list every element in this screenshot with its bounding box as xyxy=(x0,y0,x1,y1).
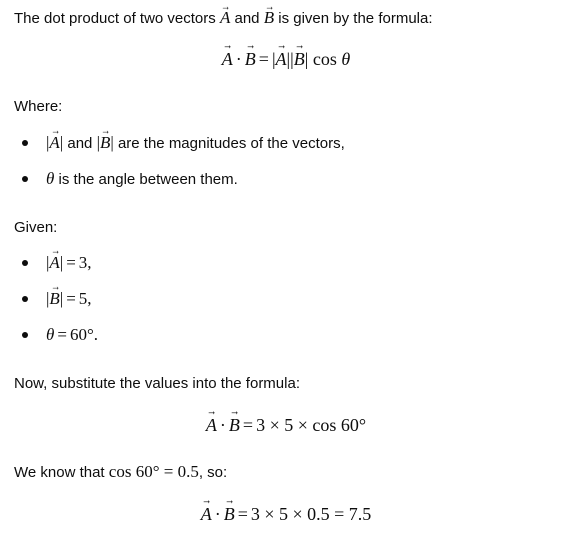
result-expression: 3 × 5 × 0.5 = 7.5 xyxy=(250,504,372,524)
cosine-fact-text-1: We know that xyxy=(14,464,109,481)
equals-sign: = xyxy=(258,49,269,69)
intro-paragraph xyxy=(14,8,433,29)
bullet-dot xyxy=(22,296,28,302)
given-magnitude-a: |A →| = 3, xyxy=(46,252,92,274)
bullet-dot xyxy=(22,332,28,338)
abs-open-b: | xyxy=(290,49,294,69)
dot-product-formula xyxy=(0,47,572,71)
formula-vector-b: B → xyxy=(229,413,240,437)
formula-vector-b: B → xyxy=(245,47,256,71)
angle-description: is the angle between them. xyxy=(54,171,238,188)
substitution-expression: 3 × 5 × cos 60° xyxy=(256,415,367,435)
equals-sign: = xyxy=(237,504,248,524)
abs-close-b: | xyxy=(304,49,309,69)
and-text: and xyxy=(63,135,97,152)
magnitude-b-expr: |B →| xyxy=(97,133,114,152)
cosine-fact-text-2: , so: xyxy=(198,464,228,481)
given-angle: θ = 60°. xyxy=(46,325,99,344)
cosine-fact-paragraph xyxy=(14,462,227,483)
magnitude-a-expr: |A →| xyxy=(46,133,63,152)
theta-symbol: θ xyxy=(341,49,351,69)
theta-symbol: θ xyxy=(46,169,55,188)
given-magnitude-b: |B →| = 5, xyxy=(46,288,92,310)
abs-close-a: | xyxy=(286,49,291,69)
cosine-fact-math: cos 60° = 0.5 xyxy=(108,462,199,481)
abs-open-a: | xyxy=(271,49,276,69)
magnitude-a: A → xyxy=(276,47,287,71)
where-label: Where: xyxy=(14,98,63,115)
intro-text-2: and xyxy=(230,10,264,27)
list-item-text xyxy=(46,132,345,155)
dot-operator: · xyxy=(219,415,226,435)
substitution-formula xyxy=(0,413,572,437)
formula-vector-b: B → xyxy=(224,502,235,526)
cos-function: cos xyxy=(312,49,337,69)
vector-a: A → xyxy=(220,8,230,27)
dot-operator: · xyxy=(214,504,221,524)
bullet-dot xyxy=(22,260,28,266)
bullet-dot xyxy=(22,140,28,146)
intro-text-3: is given by the formula: xyxy=(274,10,433,27)
formula-vector-a: A → xyxy=(222,47,233,71)
bullet-dot xyxy=(22,176,28,182)
list-item-text xyxy=(46,168,238,191)
formula-vector-a: A → xyxy=(206,413,217,437)
dot-operator: · xyxy=(235,49,242,69)
magnitudes-description: are the magnitudes of the vectors, xyxy=(113,135,345,152)
intro-text-1: The dot product of two vectors xyxy=(14,10,220,27)
result-formula xyxy=(0,502,572,526)
vector-b: B → xyxy=(264,8,274,27)
formula-vector-a: A → xyxy=(201,502,212,526)
magnitude-b: B → xyxy=(294,47,305,71)
given-label: Given: xyxy=(14,219,58,236)
substitute-paragraph: Now, substitute the values into the formula: xyxy=(14,375,300,392)
equals-sign: = xyxy=(242,415,254,435)
